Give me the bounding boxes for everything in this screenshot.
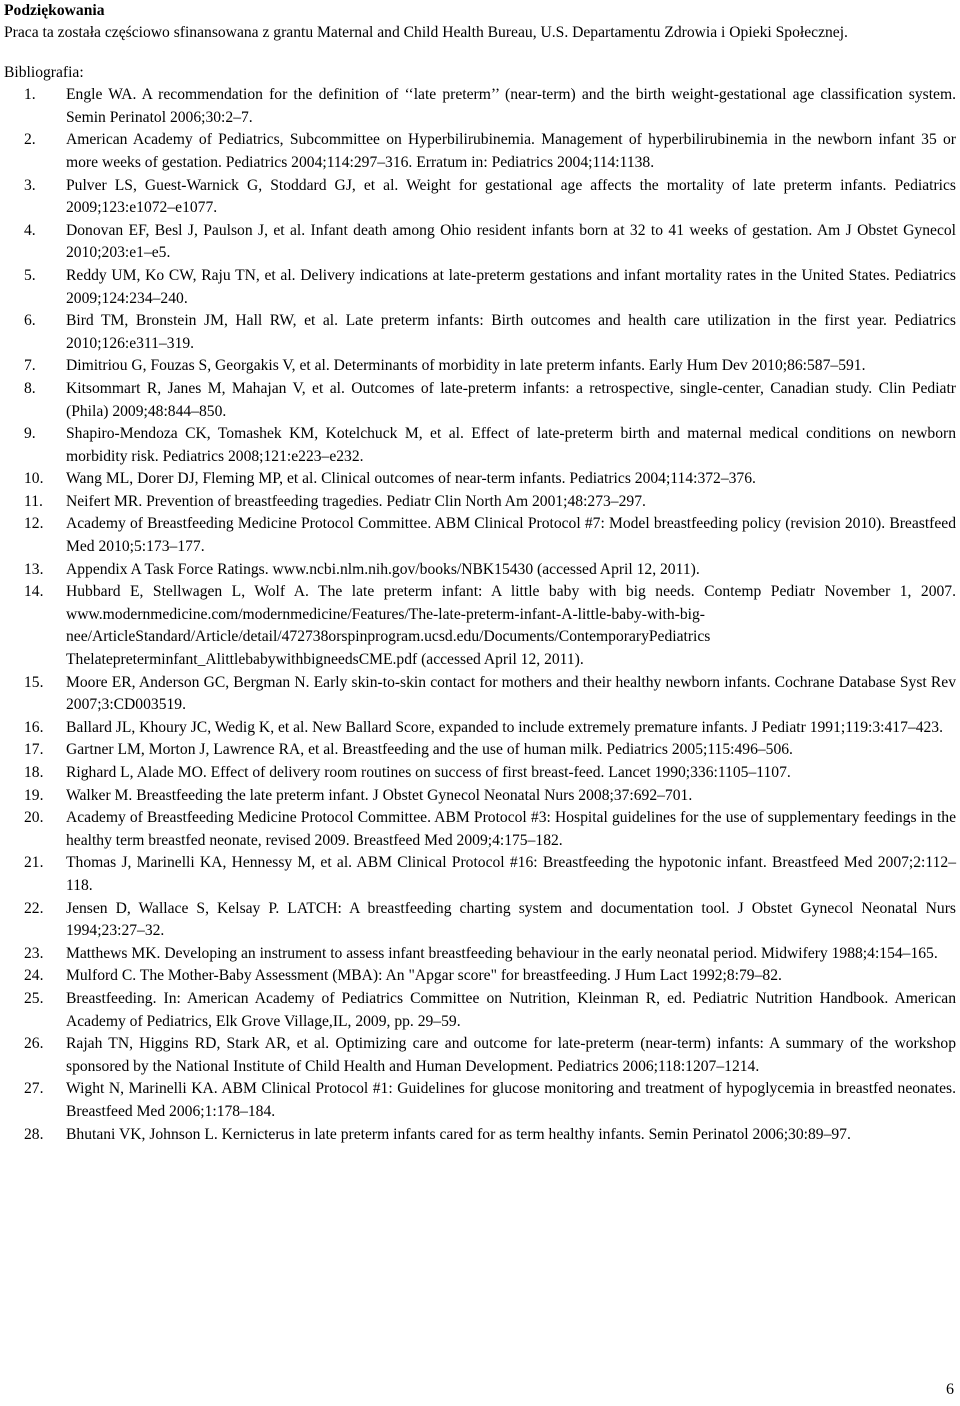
reference-item [4, 807, 956, 852]
reference-number: 5. [24, 266, 36, 284]
reference-item [4, 468, 956, 491]
bibliography-heading: Bibliografia: [4, 63, 84, 81]
reference-number: 16. [24, 718, 44, 736]
acknowledgments-heading: Podziękowania [4, 2, 105, 19]
reference-item [4, 1124, 956, 1147]
reference-number: 27. [24, 1080, 44, 1098]
reference-item [4, 672, 956, 717]
reference-number: 8. [24, 379, 36, 397]
reference-text: Shapiro-Mendoza CK, Tomashek KM, Kotelchuck M, et al. Effect of late-preterm birth and maternal medical conditions on newborn morbidity risk. Pediatrics 2008;121:e223–e232. [66, 425, 956, 465]
reference-item [4, 739, 956, 762]
reference-number: 17. [24, 741, 44, 759]
reference-number: 14. [24, 583, 44, 601]
reference-text: Walker M. Breastfeeding the late preterm infant. J Obstet Gynecol Neonatal Nurs 2008;37:692–701. [66, 786, 693, 804]
reference-text: Matthews MK. Developing an instrument to assess infant breastfeeding behaviour in the early neonatal period. Midwifery 1988;4:154–165. [66, 944, 938, 962]
reference-text: Dimitriou G, Fouzas S, Georgakis V, et al. Determinants of morbidity in late preterm infants. Early Hum Dev 2010;86:587–591. [66, 357, 866, 375]
acknowledgments-text: Praca ta została częściowo sfinansowana z grantu Maternal and Child Health Bureau, U.S. Departamentu Zdrowia i Opieki Społecznej. [4, 24, 848, 41]
reference-item [4, 423, 956, 468]
reference-text: Pulver LS, Guest-Warnick G, Stoddard GJ, et al. Weight for gestational age affects the mortality of late preterm infants. Pediatrics 2009;123:e1072–e1077. [66, 176, 956, 217]
reference-text: Hubbard E, Stellwagen L, Wolf A. The late preterm infant: A little baby with big needs. Contemp Pediatr November 1, 2007. www.modernmedicine.com/modernmedicine/Features/The-late-preterm-infant-A-little-baby-with-big-nee/ArticleStandard/Article/detail/472738orspinprogram.ucsd.edu/Documents/ContemporaryPediatrics Thelatepreterminfant_AlittlebabywithbigneedsCME.pdf (accessed April 12, 2011). [66, 583, 956, 669]
reference-number: 25. [24, 989, 44, 1007]
reference-item [4, 355, 956, 378]
reference-number: 28. [24, 1125, 44, 1143]
reference-item [4, 378, 956, 423]
reference-item [4, 1033, 956, 1078]
reference-text: Gartner LM, Morton J, Lawrence RA, et al. Breastfeeding and the use of human milk. Pediatrics 2005;115:496–506. [66, 741, 793, 759]
reference-item [4, 943, 956, 966]
reference-number: 10. [24, 470, 44, 488]
reference-number: 19. [24, 786, 44, 804]
reference-item [4, 762, 956, 785]
reference-text: Appendix A Task Force Ratings. www.ncbi.nlm.nih.gov/books/NBK15430 (accessed April 12, 2011). [66, 560, 700, 578]
reference-item [4, 129, 956, 174]
reference-text: Breastfeeding. In: American Academy of Pediatrics Committee on Nutrition, Kleinman R, ed. Pediatric Nutrition Handbook. American Academy of Pediatrics, Elk Grove Village,IL, 2009, pp. 29–59. [66, 989, 956, 1030]
reference-text: Wight N, Marinelli KA. ABM Clinical Protocol #1: Guidelines for glucose monitoring and treatment of hypoglycemia in breastfed neonates. Breastfeed Med 2006;1:178–184. [66, 1080, 956, 1120]
reference-text: Reddy UM, Ko CW, Raju TN, et al. Delivery indications at late-preterm gestations and infant mortality rates in the United States. Pediatrics 2009;124:234–240. [66, 266, 956, 307]
reference-item [4, 220, 956, 265]
reference-text: Bird TM, Bronstein JM, Hall RW, et al. Late preterm infants: Birth outcomes and health care utilization in the first year. Pediatrics 2010;126:e311–319. [66, 312, 956, 352]
reference-number: 22. [24, 899, 44, 917]
reference-text: Moore ER, Anderson GC, Bergman N. Early skin-to-skin contact for mothers and their healthy newborn infants. Cochrane Database Syst Rev 2007;3:CD003519. [66, 673, 956, 714]
reference-number: 6. [24, 312, 36, 330]
reference-number: 2. [24, 131, 36, 149]
reference-item [4, 84, 956, 129]
reference-text: Academy of Breastfeeding Medicine Protocol Committee. ABM Protocol #3: Hospital guidelines for the use of supplementary feedings in the healthy term breastfed neonate, revised 2009. Breastfeed Med 2009;4:175–182. [66, 809, 956, 849]
reference-item [4, 785, 956, 808]
reference-number: 18. [24, 764, 44, 781]
reference-text: Bhutani VK, Johnson L. Kernicterus in late preterm infants cared for as term healthy infants. Semin Perinatol 2006;30:89–97. [66, 1125, 851, 1143]
page-number: 6 [946, 1381, 954, 1399]
reference-number: 26. [24, 1035, 44, 1053]
reference-number: 23. [24, 944, 44, 962]
reference-number: 1. [24, 86, 36, 104]
reference-item [4, 513, 956, 558]
reference-item [4, 852, 956, 897]
reference-item [4, 717, 956, 740]
reference-text: Engle WA. A recommendation for the definition of ‘‘late preterm’’ (near-term) and the birth weight-gestational age classification system. Semin Perinatol 2006;30:2–7. [66, 86, 956, 126]
reference-number: 9. [24, 425, 36, 443]
reference-text: Neifert MR. Prevention of breastfeeding tragedies. Pediatr Clin North Am 2001;48:273–297. [66, 492, 646, 510]
reference-item [4, 175, 956, 220]
reference-item [4, 310, 956, 355]
reference-item [4, 1078, 956, 1123]
reference-text: Mulford C. The Mother-Baby Assessment (MBA): An "Apgar score" for breastfeeding. J Hum Lact 1992;8:79–82. [66, 967, 782, 985]
reference-text: Thomas J, Marinelli KA, Hennessy M, et al. ABM Clinical Protocol #16: Breastfeeding the hypotonic infant. Breastfeed Med 2007;2:112–118. [66, 854, 956, 894]
reference-number: 13. [24, 560, 44, 578]
reference-number: 12. [24, 515, 44, 533]
reference-item [4, 581, 956, 671]
reference-list [4, 84, 956, 1146]
reference-item [4, 559, 956, 582]
reference-text: Kitsommart R, Janes M, Mahajan V, et al. Outcomes of late-preterm infants: a retrospective, single-center, Canadian study. Clin Pediatr (Phila) 2009;48:844–850. [66, 379, 956, 420]
reference-text: Jensen D, Wallace S, Kelsay P. LATCH: A breastfeeding charting system and documentation tool. J Obstet Gynecol Neonatal Nurs 1994;23:27–32. [66, 899, 956, 940]
reference-number: 3. [24, 176, 36, 194]
reference-text: Rajah TN, Higgins RD, Stark AR, et al. Optimizing care and outcome for late-preterm (near-term) infants: A summary of the workshop sponsored by the National Institute of Child Health and Human Development. Pediatrics 2006;118:1207–1214. [66, 1035, 956, 1075]
reference-number: 11. [24, 492, 43, 510]
reference-text: Donovan EF, Besl J, Paulson J, et al. Infant death among Ohio resident infants born at 32 to 41 weeks of gestation. Am J Obstet Gynecol 2010;203:e1–e5. [66, 221, 956, 262]
reference-number: 21. [24, 854, 44, 872]
reference-item [4, 491, 956, 514]
reference-text: Academy of Breastfeeding Medicine Protocol Committee. ABM Clinical Protocol #7: Model breastfeeding policy (revision 2010). Breastfeed Med 2010;5:173–177. [66, 515, 956, 556]
reference-text: Righard L, Alade MO. Effect of delivery room routines on success of first breast-feed. Lancet 1990;336:1105–1107. [66, 764, 791, 781]
reference-item [4, 265, 956, 310]
reference-text: American Academy of Pediatrics, Subcommittee on Hyperbilirubinemia. Management of hyperbilirubinemia in the newborn infant 35 or more weeks of gestation. Pediatrics 2004;114:297–316. Erratum in: Pediatrics 2004;114:1138. [66, 131, 956, 171]
reference-text: Wang ML, Dorer DJ, Fleming MP, et al. Clinical outcomes of near-term infants. Pediatrics 2004;114:372–376. [66, 470, 756, 488]
reference-text: Ballard JL, Khoury JC, Wedig K, et al. New Ballard Score, expanded to include extremely premature infants. J Pediatr 1991;119:3:417–423. [66, 718, 943, 736]
reference-item [4, 898, 956, 943]
reference-number: 15. [24, 673, 44, 691]
reference-number: 7. [24, 357, 36, 375]
reference-item [4, 965, 956, 988]
reference-number: 20. [24, 809, 44, 827]
reference-number: 4. [24, 221, 36, 239]
reference-number: 24. [24, 967, 44, 985]
reference-item [4, 988, 956, 1033]
